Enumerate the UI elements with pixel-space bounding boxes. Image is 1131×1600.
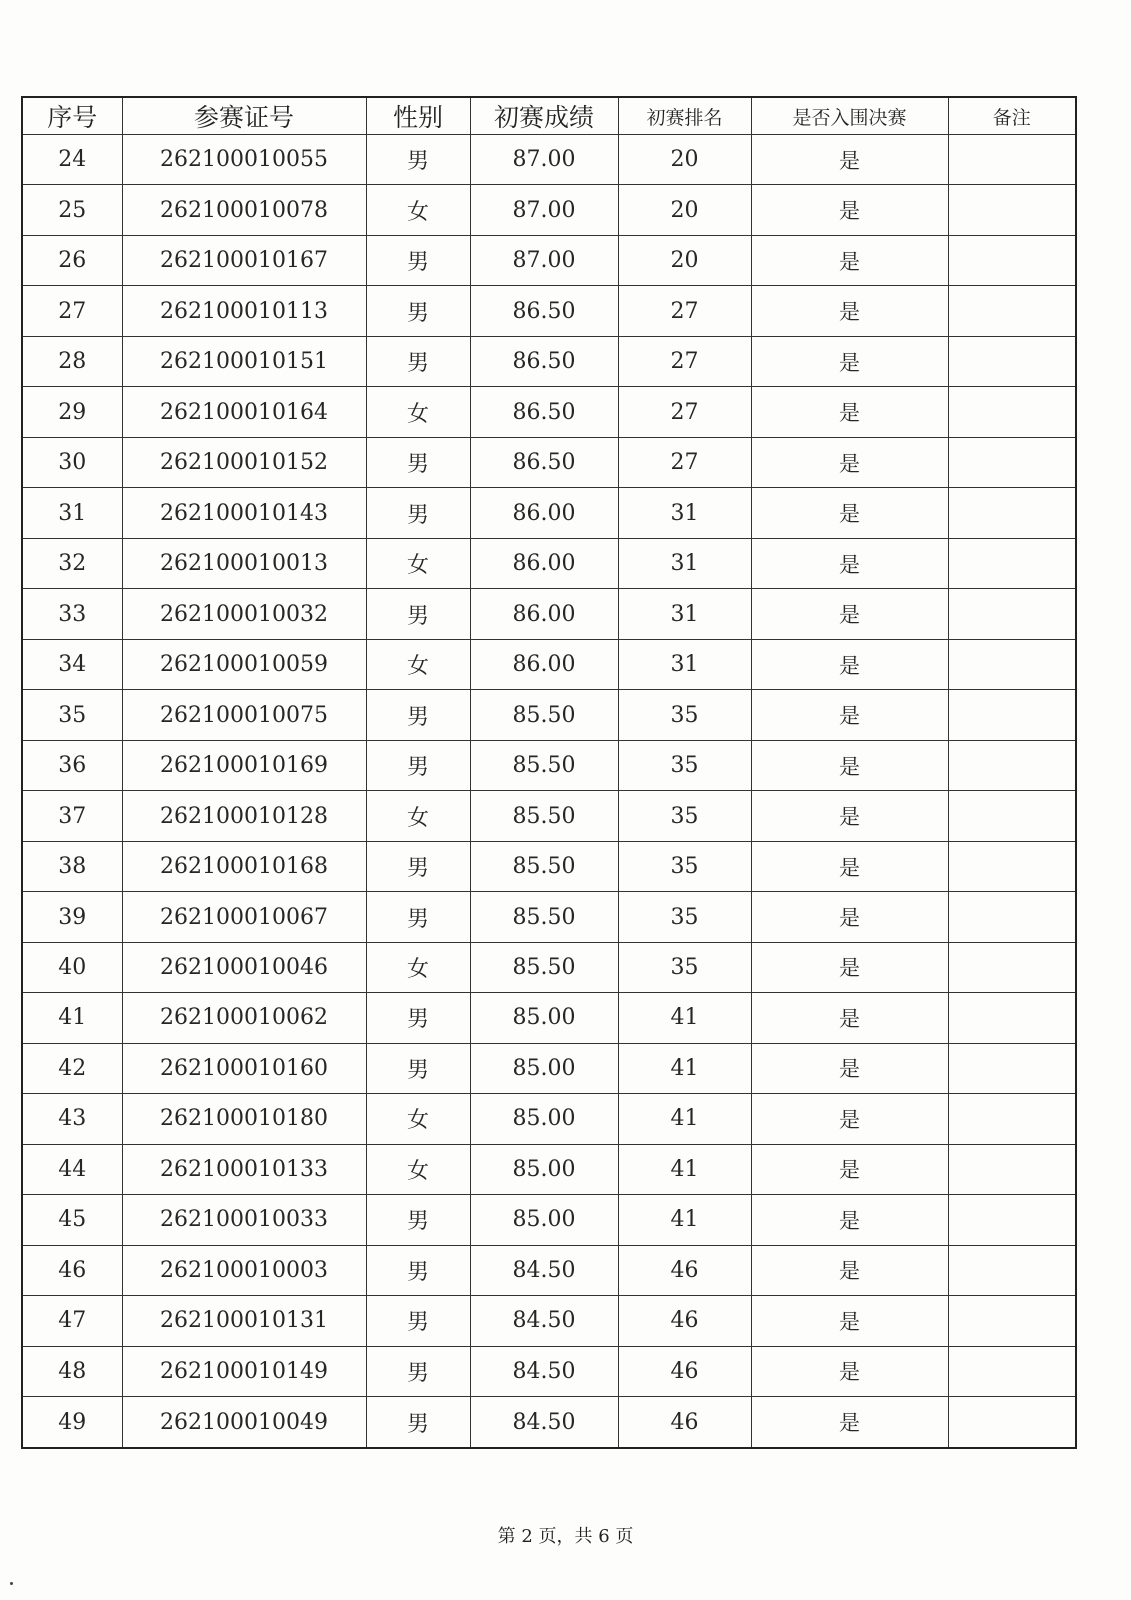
header-remarks: 备注 (948, 97, 1076, 135)
cell-certificate-number: 262100010049 (122, 1397, 366, 1448)
cell-preliminary-score: 85.00 (470, 1094, 618, 1144)
cell-remarks (948, 1346, 1076, 1396)
cell-preliminary-rank: 35 (618, 690, 751, 740)
cell-gender: 女 (366, 185, 470, 235)
header-gender: 性别 (366, 97, 470, 135)
cell-gender: 女 (366, 639, 470, 689)
cell-gender: 男 (366, 336, 470, 386)
cell-serial-number: 38 (22, 841, 122, 891)
cell-remarks (948, 942, 1076, 992)
cell-serial-number: 36 (22, 740, 122, 790)
cell-preliminary-score: 84.50 (470, 1397, 618, 1448)
cell-preliminary-rank: 41 (618, 1094, 751, 1144)
cell-certificate-number: 262100010003 (122, 1245, 366, 1295)
cell-certificate-number: 262100010160 (122, 1043, 366, 1093)
cell-certificate-number: 262100010067 (122, 892, 366, 942)
header-row (22, 97, 1076, 135)
cell-finalist: 是 (751, 387, 948, 437)
cell-certificate-number: 262100010059 (122, 639, 366, 689)
cell-certificate-number: 262100010168 (122, 841, 366, 891)
cell-serial-number: 34 (22, 639, 122, 689)
cell-certificate-number: 262100010143 (122, 488, 366, 538)
cell-remarks (948, 639, 1076, 689)
cell-preliminary-score: 86.50 (470, 387, 618, 437)
cell-preliminary-rank: 41 (618, 1144, 751, 1194)
cell-serial-number: 46 (22, 1245, 122, 1295)
table-row (22, 1094, 1076, 1144)
cell-gender: 男 (366, 690, 470, 740)
table-row (22, 185, 1076, 235)
cell-preliminary-rank: 20 (618, 235, 751, 285)
cell-serial-number: 37 (22, 791, 122, 841)
cell-preliminary-score: 85.50 (470, 841, 618, 891)
cell-gender: 男 (366, 1195, 470, 1245)
cell-certificate-number: 262100010151 (122, 336, 366, 386)
cell-remarks (948, 841, 1076, 891)
cell-serial-number: 48 (22, 1346, 122, 1396)
cell-certificate-number: 262100010128 (122, 791, 366, 841)
cell-certificate-number: 262100010113 (122, 286, 366, 336)
table-row (22, 1296, 1076, 1346)
cell-serial-number: 25 (22, 185, 122, 235)
cell-gender: 女 (366, 1144, 470, 1194)
cell-gender: 男 (366, 1043, 470, 1093)
cell-preliminary-rank: 31 (618, 488, 751, 538)
cell-gender: 男 (366, 1397, 470, 1448)
cell-remarks (948, 1043, 1076, 1093)
cell-certificate-number: 262100010013 (122, 538, 366, 588)
cell-finalist: 是 (751, 639, 948, 689)
cell-certificate-number: 262100010062 (122, 993, 366, 1043)
table-row (22, 589, 1076, 639)
scan-speck (10, 1582, 13, 1585)
table-row (22, 1144, 1076, 1194)
cell-preliminary-score: 84.50 (470, 1346, 618, 1396)
cell-gender: 男 (366, 235, 470, 285)
cell-certificate-number: 262100010152 (122, 437, 366, 487)
cell-preliminary-rank: 46 (618, 1296, 751, 1346)
cell-finalist: 是 (751, 892, 948, 942)
cell-certificate-number: 262100010169 (122, 740, 366, 790)
cell-finalist: 是 (751, 740, 948, 790)
cell-gender: 男 (366, 993, 470, 1043)
cell-preliminary-rank: 46 (618, 1397, 751, 1448)
cell-preliminary-score: 86.50 (470, 437, 618, 487)
cell-remarks (948, 135, 1076, 185)
cell-gender: 男 (366, 437, 470, 487)
cell-gender: 男 (366, 841, 470, 891)
cell-gender: 男 (366, 892, 470, 942)
cell-preliminary-score: 87.00 (470, 185, 618, 235)
cell-remarks (948, 538, 1076, 588)
cell-preliminary-rank: 46 (618, 1346, 751, 1396)
table-row (22, 286, 1076, 336)
cell-preliminary-rank: 35 (618, 892, 751, 942)
cell-finalist: 是 (751, 841, 948, 891)
cell-finalist: 是 (751, 1043, 948, 1093)
cell-finalist: 是 (751, 235, 948, 285)
table-row (22, 387, 1076, 437)
cell-preliminary-score: 86.00 (470, 589, 618, 639)
cell-remarks (948, 1245, 1076, 1295)
cell-preliminary-score: 85.50 (470, 892, 618, 942)
table-row (22, 993, 1076, 1043)
cell-serial-number: 29 (22, 387, 122, 437)
cell-preliminary-score: 87.00 (470, 235, 618, 285)
cell-preliminary-rank: 41 (618, 993, 751, 1043)
cell-finalist: 是 (751, 538, 948, 588)
cell-preliminary-rank: 27 (618, 437, 751, 487)
cell-remarks (948, 993, 1076, 1043)
cell-preliminary-rank: 27 (618, 387, 751, 437)
table-row (22, 1195, 1076, 1245)
cell-serial-number: 42 (22, 1043, 122, 1093)
cell-preliminary-rank: 35 (618, 841, 751, 891)
table-row (22, 336, 1076, 386)
cell-preliminary-rank: 20 (618, 185, 751, 235)
cell-serial-number: 45 (22, 1195, 122, 1245)
cell-serial-number: 43 (22, 1094, 122, 1144)
cell-serial-number: 33 (22, 589, 122, 639)
cell-certificate-number: 262100010046 (122, 942, 366, 992)
cell-finalist: 是 (751, 690, 948, 740)
header-preliminary-rank: 初赛排名 (618, 97, 751, 135)
cell-preliminary-score: 85.00 (470, 993, 618, 1043)
table-row (22, 639, 1076, 689)
cell-finalist: 是 (751, 135, 948, 185)
cell-serial-number: 47 (22, 1296, 122, 1346)
cell-gender: 女 (366, 387, 470, 437)
cell-certificate-number: 262100010033 (122, 1195, 366, 1245)
cell-finalist: 是 (751, 1245, 948, 1295)
header-preliminary-score: 初赛成绩 (470, 97, 618, 135)
cell-preliminary-score: 84.50 (470, 1245, 618, 1295)
table-row (22, 690, 1076, 740)
cell-preliminary-rank: 20 (618, 135, 751, 185)
cell-gender: 男 (366, 286, 470, 336)
table-row (22, 740, 1076, 790)
cell-remarks (948, 336, 1076, 386)
cell-finalist: 是 (751, 1094, 948, 1144)
table-row (22, 135, 1076, 185)
cell-certificate-number: 262100010055 (122, 135, 366, 185)
header-serial-number: 序号 (22, 97, 122, 135)
cell-certificate-number: 262100010075 (122, 690, 366, 740)
table-row (22, 892, 1076, 942)
cell-certificate-number: 262100010133 (122, 1144, 366, 1194)
cell-remarks (948, 235, 1076, 285)
cell-remarks (948, 740, 1076, 790)
cell-preliminary-rank: 31 (618, 538, 751, 588)
cell-gender: 男 (366, 740, 470, 790)
page-number: 第 2 页，共 6 页 (497, 1526, 634, 1547)
cell-gender: 男 (366, 589, 470, 639)
cell-certificate-number: 262100010078 (122, 185, 366, 235)
cell-preliminary-score: 86.00 (470, 639, 618, 689)
cell-finalist: 是 (751, 1397, 948, 1448)
cell-gender: 男 (366, 488, 470, 538)
cell-gender: 男 (366, 1245, 470, 1295)
header-certificate-number: 参赛证号 (122, 97, 366, 135)
cell-serial-number: 41 (22, 993, 122, 1043)
cell-finalist: 是 (751, 336, 948, 386)
cell-preliminary-rank: 35 (618, 942, 751, 992)
cell-preliminary-score: 84.50 (470, 1296, 618, 1346)
header-finalist: 是否入围决赛 (751, 97, 948, 135)
cell-remarks (948, 488, 1076, 538)
cell-certificate-number: 262100010180 (122, 1094, 366, 1144)
cell-certificate-number: 262100010167 (122, 235, 366, 285)
cell-preliminary-rank: 31 (618, 589, 751, 639)
cell-certificate-number: 262100010131 (122, 1296, 366, 1346)
cell-preliminary-score: 85.00 (470, 1043, 618, 1093)
cell-remarks (948, 791, 1076, 841)
cell-certificate-number: 262100010149 (122, 1346, 366, 1396)
cell-certificate-number: 262100010164 (122, 387, 366, 437)
cell-gender: 女 (366, 942, 470, 992)
cell-remarks (948, 286, 1076, 336)
cell-preliminary-score: 86.00 (470, 488, 618, 538)
table-row (22, 437, 1076, 487)
cell-finalist: 是 (751, 1195, 948, 1245)
cell-gender: 男 (366, 135, 470, 185)
cell-serial-number: 24 (22, 135, 122, 185)
table-body (22, 135, 1076, 1449)
cell-preliminary-score: 85.50 (470, 791, 618, 841)
cell-preliminary-score: 85.00 (470, 1195, 618, 1245)
cell-serial-number: 40 (22, 942, 122, 992)
cell-serial-number: 39 (22, 892, 122, 942)
table-row (22, 1397, 1076, 1448)
cell-serial-number: 27 (22, 286, 122, 336)
cell-preliminary-rank: 31 (618, 639, 751, 689)
cell-remarks (948, 185, 1076, 235)
cell-serial-number: 35 (22, 690, 122, 740)
cell-remarks (948, 1094, 1076, 1144)
cell-preliminary-rank: 46 (618, 1245, 751, 1295)
cell-remarks (948, 387, 1076, 437)
cell-preliminary-rank: 35 (618, 740, 751, 790)
cell-finalist: 是 (751, 488, 948, 538)
table-row (22, 942, 1076, 992)
table-row (22, 791, 1076, 841)
cell-remarks (948, 589, 1076, 639)
cell-preliminary-rank: 41 (618, 1195, 751, 1245)
cell-preliminary-score: 86.50 (470, 336, 618, 386)
table-row (22, 1245, 1076, 1295)
cell-serial-number: 31 (22, 488, 122, 538)
cell-preliminary-rank: 27 (618, 336, 751, 386)
cell-remarks (948, 1397, 1076, 1448)
cell-serial-number: 44 (22, 1144, 122, 1194)
table-row (22, 1346, 1076, 1396)
cell-finalist: 是 (751, 1346, 948, 1396)
cell-preliminary-score: 85.50 (470, 740, 618, 790)
cell-serial-number: 32 (22, 538, 122, 588)
cell-preliminary-score: 86.50 (470, 286, 618, 336)
cell-gender: 女 (366, 1094, 470, 1144)
cell-finalist: 是 (751, 1296, 948, 1346)
cell-finalist: 是 (751, 791, 948, 841)
cell-remarks (948, 1195, 1076, 1245)
cell-certificate-number: 262100010032 (122, 589, 366, 639)
cell-serial-number: 49 (22, 1397, 122, 1448)
cell-preliminary-rank: 27 (618, 286, 751, 336)
table-row (22, 1043, 1076, 1093)
cell-remarks (948, 1144, 1076, 1194)
cell-preliminary-rank: 35 (618, 791, 751, 841)
cell-gender: 女 (366, 538, 470, 588)
cell-preliminary-score: 87.00 (470, 135, 618, 185)
results-table (21, 96, 1077, 1449)
cell-serial-number: 30 (22, 437, 122, 487)
table-row (22, 488, 1076, 538)
cell-gender: 男 (366, 1296, 470, 1346)
table-row (22, 235, 1076, 285)
cell-gender: 女 (366, 791, 470, 841)
cell-finalist: 是 (751, 185, 948, 235)
cell-serial-number: 26 (22, 235, 122, 285)
table-header (22, 97, 1076, 135)
cell-remarks (948, 892, 1076, 942)
cell-finalist: 是 (751, 1144, 948, 1194)
table-row (22, 538, 1076, 588)
cell-serial-number: 28 (22, 336, 122, 386)
cell-preliminary-score: 85.50 (470, 690, 618, 740)
cell-preliminary-rank: 41 (618, 1043, 751, 1093)
cell-remarks (948, 690, 1076, 740)
cell-finalist: 是 (751, 993, 948, 1043)
cell-preliminary-score: 85.50 (470, 942, 618, 992)
cell-gender: 男 (366, 1346, 470, 1396)
cell-preliminary-score: 85.00 (470, 1144, 618, 1194)
cell-finalist: 是 (751, 286, 948, 336)
table-row (22, 841, 1076, 891)
cell-finalist: 是 (751, 942, 948, 992)
cell-finalist: 是 (751, 589, 948, 639)
cell-remarks (948, 1296, 1076, 1346)
cell-remarks (948, 437, 1076, 487)
cell-preliminary-score: 86.00 (470, 538, 618, 588)
cell-finalist: 是 (751, 437, 948, 487)
